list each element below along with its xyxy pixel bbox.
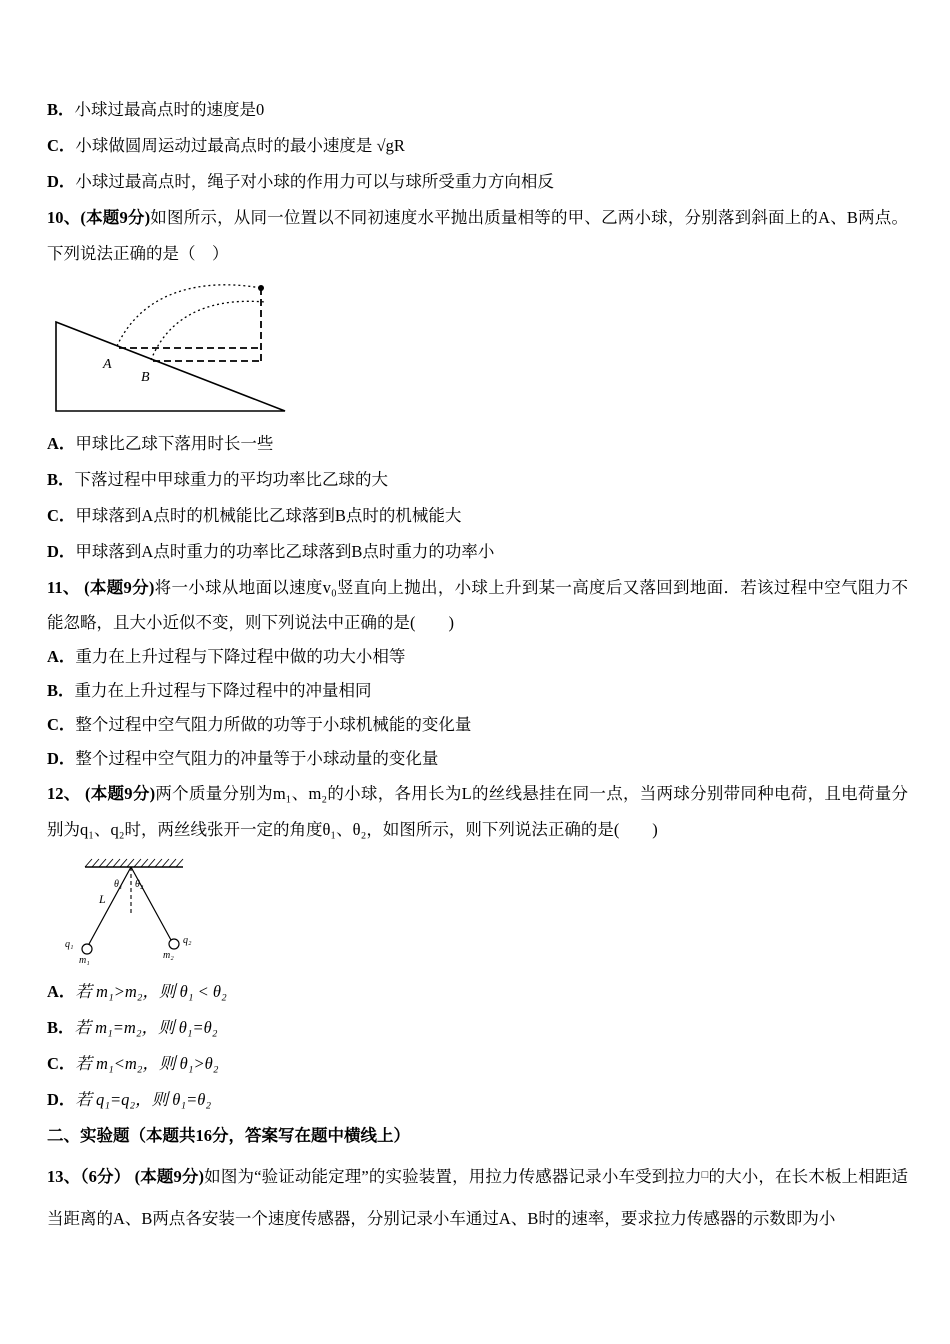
option-label: A． xyxy=(47,982,76,1001)
q10-option-b xyxy=(47,462,908,498)
q11-option-a xyxy=(47,640,908,674)
trajectory-b-curve xyxy=(151,301,265,360)
question-text: 如图为“验证动能定理”的实验装置，用拉力传感器记录小车受到拉力 xyxy=(204,1167,702,1186)
option-text: 甲球比乙球下落用时长一些 xyxy=(75,434,274,453)
q12-option-c xyxy=(47,1046,908,1082)
option-label: D． xyxy=(47,542,76,561)
option-text: 若 q₁=q₂，则 θ₁=θ₂ xyxy=(75,1090,212,1109)
m1-label: m₁ xyxy=(79,955,90,966)
option-label: C． xyxy=(47,1054,76,1073)
question-text: 将一小球从地面以速度v₀竖直向上抛出，小球上升到某一高度后又落回到地面．若该过程中空气阻力不能忽略，且大小近似不变，则下列说法中正确的是( ) xyxy=(47,578,908,632)
trajectory-a-curve xyxy=(117,285,261,346)
question-13-stem xyxy=(47,1154,908,1240)
option-label: D． xyxy=(47,1090,76,1109)
ceiling-hatching xyxy=(85,859,183,867)
option-label: B． xyxy=(47,470,75,489)
q9-option-d xyxy=(47,164,908,200)
option-text: 小球做圆周运动过最高点时的最小速度是 √gR xyxy=(75,136,405,155)
option-text: 整个过程中空气阻力的冲量等于小球动量的变化量 xyxy=(75,749,439,768)
theta2-label: θ₂ xyxy=(135,879,144,890)
q12-option-d xyxy=(47,1082,908,1118)
question-11-options xyxy=(47,640,908,776)
theta1-label: θ₁ xyxy=(114,879,123,890)
right-string xyxy=(131,867,171,940)
ball-m2 xyxy=(169,939,179,949)
question-10-stem xyxy=(47,200,908,272)
question-number: 10、(本题9分) xyxy=(47,208,151,227)
option-label: B． xyxy=(47,1018,75,1037)
q9-option-b xyxy=(47,92,908,128)
option-text: 小球过最高点时，绳子对小球的作用力可以与球所受重力方向相反 xyxy=(75,172,554,191)
option-text: 重力在上升过程与下降过程中的冲量相同 xyxy=(74,681,372,700)
question-12-options xyxy=(47,974,908,1118)
left-string xyxy=(89,867,131,944)
q11-option-b xyxy=(47,674,908,708)
m2-label: m₂ xyxy=(163,950,174,961)
missing-char-box: □ xyxy=(701,1169,709,1181)
projectile-incline-diagram xyxy=(53,278,293,418)
incline-triangle xyxy=(56,322,285,411)
option-text: 若 m₁=m₂，则 θ₁=θ₂ xyxy=(74,1018,218,1037)
q11-option-c xyxy=(47,708,908,742)
question-12-stem xyxy=(47,776,908,848)
option-text: 甲球落到A点时重力的功率比乙球落到B点时重力的功率小 xyxy=(75,542,495,561)
charged-pendulum-diagram xyxy=(57,854,232,966)
point-a-label: A xyxy=(103,357,112,372)
q12-option-a xyxy=(47,974,908,1010)
option-text: 下落过程中甲球重力的平均功率比乙球的大 xyxy=(74,470,389,489)
q10-option-c xyxy=(47,498,908,534)
question-11-stem xyxy=(47,570,908,640)
question-text: 如图所示，从同一位置以不同初速度水平抛出质量相等的甲、乙两小球，分别落到斜面上的A、B两点。下列说法正确的是（ ） xyxy=(47,208,908,263)
q9-option-c xyxy=(47,128,908,164)
option-text: 重力在上升过程与下降过程中做的功大小相等 xyxy=(75,647,406,666)
option-text: 整个过程中空气阻力所做的功等于小球机械能的变化量 xyxy=(75,715,472,734)
q2-label: q₂ xyxy=(183,935,192,946)
q1-label: q₁ xyxy=(65,939,74,950)
q11-option-d xyxy=(47,742,908,776)
question-text: 两个质量分别为m₁、m₂的小球，各用长为L的丝线悬挂在同一点，当两球分别带同种电荷，且电荷量分别为q₁、q₂时，两丝线张开一定的角度θ₁、θ₂，如图所示，则下列说法正确的是( ) xyxy=(47,784,908,839)
option-label: B． xyxy=(47,100,75,119)
launch-point-dot xyxy=(258,285,264,291)
projectile-incline-figure xyxy=(53,278,908,418)
option-label: D． xyxy=(47,172,76,191)
ball-m1 xyxy=(82,944,92,954)
question-number: 13、（6分） (本题9分) xyxy=(47,1167,205,1186)
charged-pendulum-figure xyxy=(57,854,908,966)
q10-option-d xyxy=(47,534,908,570)
option-label: A． xyxy=(47,434,76,453)
option-label: C． xyxy=(47,715,76,734)
question-number: 12、 (本题9分) xyxy=(47,784,156,803)
point-b-label: B xyxy=(141,370,150,385)
option-label: C． xyxy=(47,506,76,525)
question-10-options xyxy=(47,426,908,570)
question-text: 的大小，在长木板上相距适当距离的A、B两点各安装一个速度传感器，分别记录小车通过A、B时的速率，要求拉力传感器的示数即为小 xyxy=(47,1167,909,1228)
option-label: A． xyxy=(47,647,76,666)
option-label: D． xyxy=(47,749,76,768)
option-text: 若 m₁<m₂，则 θ₁>θ₂ xyxy=(75,1054,219,1073)
option-label: B． xyxy=(47,681,75,700)
q12-option-b xyxy=(47,1010,908,1046)
question-number: 11、 (本题9分) xyxy=(47,578,155,597)
q10-option-a xyxy=(47,426,908,462)
option-label: C． xyxy=(47,136,76,155)
string-length-label: L xyxy=(99,892,106,906)
option-text: 甲球落到A点时的机械能比乙球落到B点时的机械能大 xyxy=(75,506,462,525)
section-2-header: 二、实验题（本题共16分，答案写在题中横线上） xyxy=(47,1126,410,1145)
option-text: 小球过最高点时的速度是0 xyxy=(74,100,265,119)
option-text: 若 m₁>m₂，则 θ₁ < θ₂ xyxy=(75,982,227,1001)
